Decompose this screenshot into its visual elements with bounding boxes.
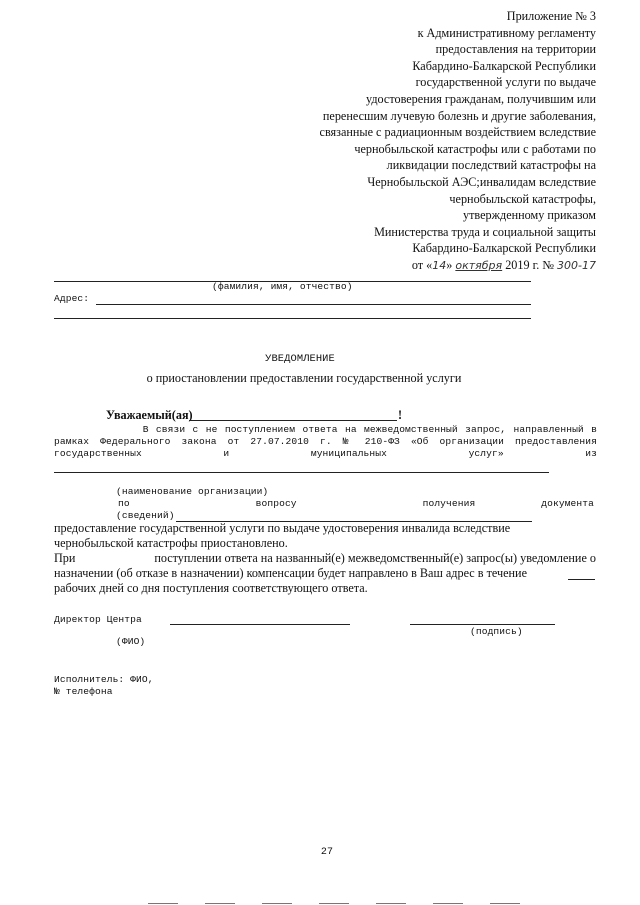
page-number: 27 [320, 847, 334, 858]
scan-mark [319, 903, 349, 904]
org-line [54, 472, 549, 473]
appendix-line: удостоверения гражданам, получившим или [366, 91, 596, 106]
para-b-line-3: рабочих дней со дня поступления соответствующего ответа. [54, 581, 368, 595]
scan-mark [205, 903, 235, 904]
body-line-5: по вопросу получения документа [118, 498, 594, 509]
appendix-line: чернобыльской катастрофы или с работами по [354, 141, 596, 156]
scan-mark [490, 903, 520, 904]
appendix-block [176, 8, 596, 275]
body-line-2: рамках Федерального закона от 27.07.2010 г. № 210-ФЗ «Об организации предоставления [54, 436, 597, 447]
sign-caption: (подпись) [470, 626, 523, 637]
address-line-2 [54, 318, 531, 319]
body-line-6: (сведений) [116, 510, 175, 521]
appendix-line: Чернобыльской АЭС;инвалидам вследствие [367, 174, 596, 189]
appendix-line: чернобыльской катастрофы, [449, 191, 596, 206]
greeting-end: ! [398, 408, 403, 422]
appendix-line: Кабардино-Балкарской Республики [412, 241, 596, 256]
greeting-name-line [189, 420, 397, 421]
director-label: Директор Центра [54, 614, 142, 625]
appendix-line: к Административному регламенту [417, 25, 596, 40]
handwritten-day: 14 [432, 258, 447, 272]
greeting: Уважаемый(ая) [106, 408, 193, 422]
handwritten-number: 300-17 [557, 258, 596, 272]
notice-title: УВЕДОМЛЕНИЕ [265, 353, 335, 365]
director-fio-caption: (ФИО) [116, 636, 146, 647]
scan-mark [148, 903, 178, 904]
executor-line-2: № телефона [54, 686, 113, 697]
appendix-line: Кабардино-Балкарской Республики [412, 58, 596, 73]
fio-caption: (фамилия, имя, отчество) [212, 281, 353, 292]
appendix-line: предоставления на территории [435, 42, 596, 57]
handwritten-month: октября [455, 258, 503, 272]
appendix-line: ликвидации последствий катастрофы на [386, 158, 596, 173]
org-caption: (наименование организации) [116, 486, 269, 497]
scan-mark [376, 903, 406, 904]
para-b-line-2: назначении (об отказе в назначении) компенсации будет направлено в Ваш адрес в течение [54, 566, 527, 580]
days-line [568, 579, 595, 580]
appendix-date-line: от «14» октября 2019 г. № 300-17 [411, 257, 596, 272]
para-b-line-1: При поступлении ответа на названный(е) межведомственный(е) запрос(ы) уведомление о [54, 551, 596, 565]
scan-mark [262, 903, 292, 904]
body-line-1: В связи с не поступлением ответа на межведомственный запрос, направленный в [142, 424, 597, 435]
scan-mark [433, 903, 463, 904]
appendix-line: Министерства труда и социальной защиты [374, 224, 596, 239]
appendix-line: государственной услуги по выдаче [415, 75, 596, 90]
appendix-line: перенесшим лучевую болезнь и другие заболевания, [322, 108, 596, 123]
appendix-line: связанные с радиационным воздействием вследствие [319, 125, 596, 140]
appendix-line: утвержденному приказом [463, 208, 596, 223]
address-label: Адрес: [54, 293, 90, 304]
para-a-line-1: предоставление государственной услуги по выдаче удостоверения инвалида вследствие [54, 521, 511, 535]
body-line-3: государственных и муниципальных услуг» из [54, 448, 597, 459]
para-a-line-2: чернобыльской катастрофы приостановлено. [54, 536, 288, 550]
address-line [96, 304, 531, 305]
director-sign-line [410, 624, 555, 625]
notice-subtitle: о приостановлении предоставлении государственной услуги [146, 371, 462, 385]
director-fio-line [170, 624, 350, 625]
executor-line-1: Исполнитель: ФИО, [54, 674, 154, 685]
appendix-line: Приложение № 3 [506, 9, 596, 23]
